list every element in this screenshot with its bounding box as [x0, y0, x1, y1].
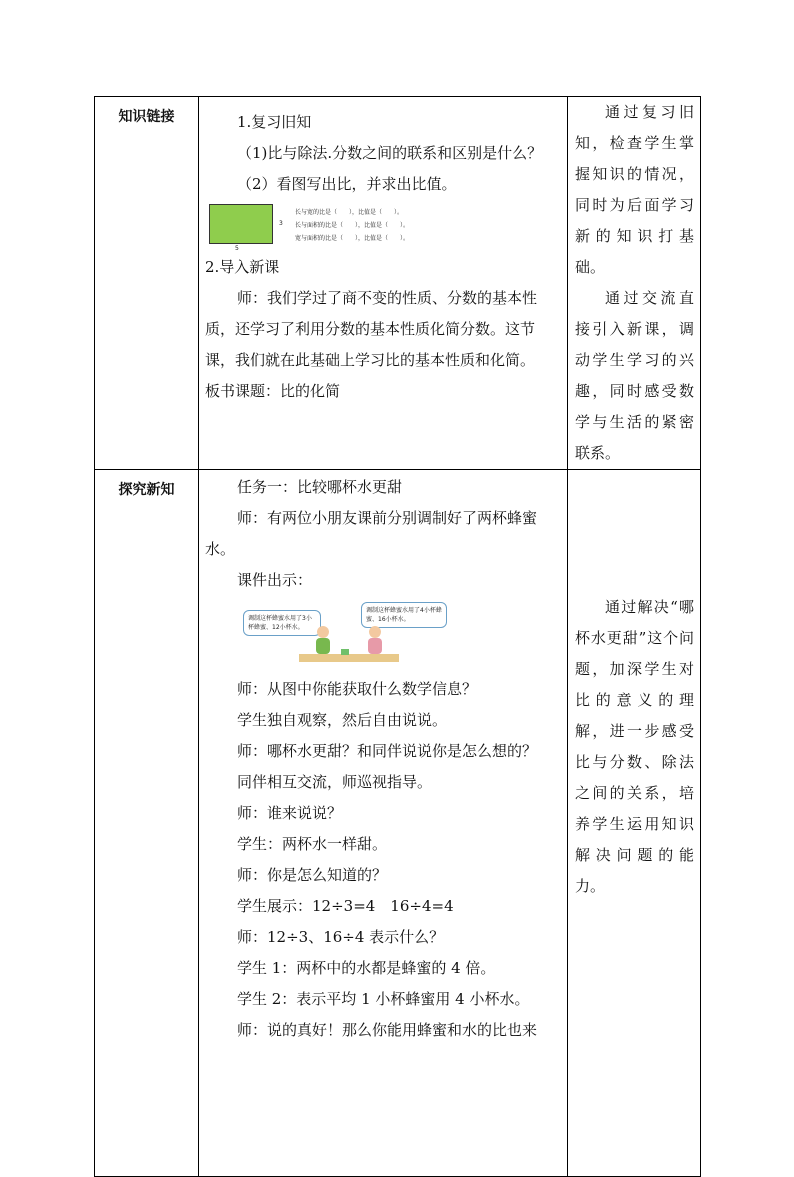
child-left-head: [317, 626, 329, 638]
child-right-body: [368, 638, 382, 654]
bottom-label: 5: [235, 245, 239, 252]
dialog-line: 师：谁来说说？: [237, 804, 343, 822]
courseware-line: 课件出示：: [237, 571, 313, 589]
dialog-line: 师：你是怎么知道的？: [237, 866, 388, 884]
dialog-line: 学生 2：表示平均 1 小杯蜂蜜用 4 小杯水。: [237, 990, 530, 1008]
side-label: 3: [279, 220, 283, 227]
dialog-line: 学生 1：两杯中的水都是蜂蜜的 4 倍。: [237, 959, 496, 977]
row-explore: [95, 470, 701, 1177]
speech-bubble-left: 调制这杯蜂蜜水用了3小杯蜂蜜、12小杯水。: [243, 610, 321, 636]
dialog-line: 学生展示：12÷3=4 16÷4=4: [237, 897, 454, 915]
row-knowledge-link: [95, 97, 701, 470]
child-right-head: [369, 626, 381, 638]
lesson-table: [94, 96, 701, 1177]
figure-line-2: 长与面积的比是（ ），比值是（ ）。: [295, 222, 410, 229]
purpose-cell: [568, 97, 701, 470]
purpose-note-2: 通过交流直接引入新课，调动学生学习的兴趣，同时感受数学与生活的紧密联系。: [575, 289, 694, 462]
cup-icon: [341, 649, 349, 655]
content-cell: [199, 97, 568, 470]
content-cell: [199, 470, 568, 1177]
question-1: （1)比与除法.分数之间的联系和区别是什么？: [237, 144, 543, 162]
dialog-line: 同伴相互交流，师巡视指导。: [237, 773, 433, 791]
dialog-line: 师：哪杯水更甜？和同伴说说你是怎么想的？: [237, 742, 538, 760]
task-line: 任务一：比较哪杯水更甜: [237, 478, 403, 496]
intro-heading: 2.导入新课: [205, 258, 280, 276]
review-heading: 1.复习旧知: [237, 113, 312, 131]
dialog-line: 学生：两杯水一样甜。: [237, 835, 388, 853]
question-2: （2）看图写出比，并求出比值。: [237, 175, 457, 193]
dialog-line: 师：说的真好！那么你能用蜂蜜和水的比也来: [237, 1021, 538, 1039]
figure-line-1: 长与宽的比是（ ），比值是（ ）。: [295, 209, 404, 216]
rectangle-figure: [205, 200, 562, 252]
honey-water-illustration: [205, 596, 562, 674]
teacher-intro: 师：我们学过了商不变的性质、分数的基本性质，还学习了利用分数的基本性质化简分数。这节课，我们就在此基础上学习比的基本性质和化简。: [205, 289, 538, 369]
dialog-line: 师：从图中你能获取什么数学信息？: [237, 680, 478, 698]
purpose-cell: [568, 470, 701, 1177]
table-surface: [299, 654, 399, 662]
dialog-line: 学生独自观察，然后自由说说。: [237, 711, 448, 729]
board-title: 板书课题：比的化简: [205, 382, 341, 400]
purpose-note: 通过解决“哪杯水更甜”这个问题，加深学生对比的意义的理解，进一步感受比与分数、除法之间的关系，培养学生运用知识解决问题的能力。: [575, 598, 694, 895]
figure-line-3: 宽与面积的比是（ ），比值是（ ）。: [295, 235, 410, 242]
purpose-note-1: 通过复习旧知，检查学生掌握知识的情况，同时为后面学习新的知识打基础。: [575, 103, 694, 276]
teacher-line: 师：有两位小朋友课前分别调制好了两杯蜂蜜水。: [205, 509, 538, 558]
row-label: 知识链接: [95, 97, 199, 470]
child-left-body: [316, 638, 330, 654]
dialog-line: 师：12÷3、16÷4 表示什么？: [237, 928, 445, 946]
speech-bubble-right: 调制这杯蜂蜜水用了4小杯蜂蜜、16小杯水。: [361, 602, 447, 628]
row-label: 探究新知: [95, 470, 199, 1177]
green-rectangle: [209, 204, 273, 244]
